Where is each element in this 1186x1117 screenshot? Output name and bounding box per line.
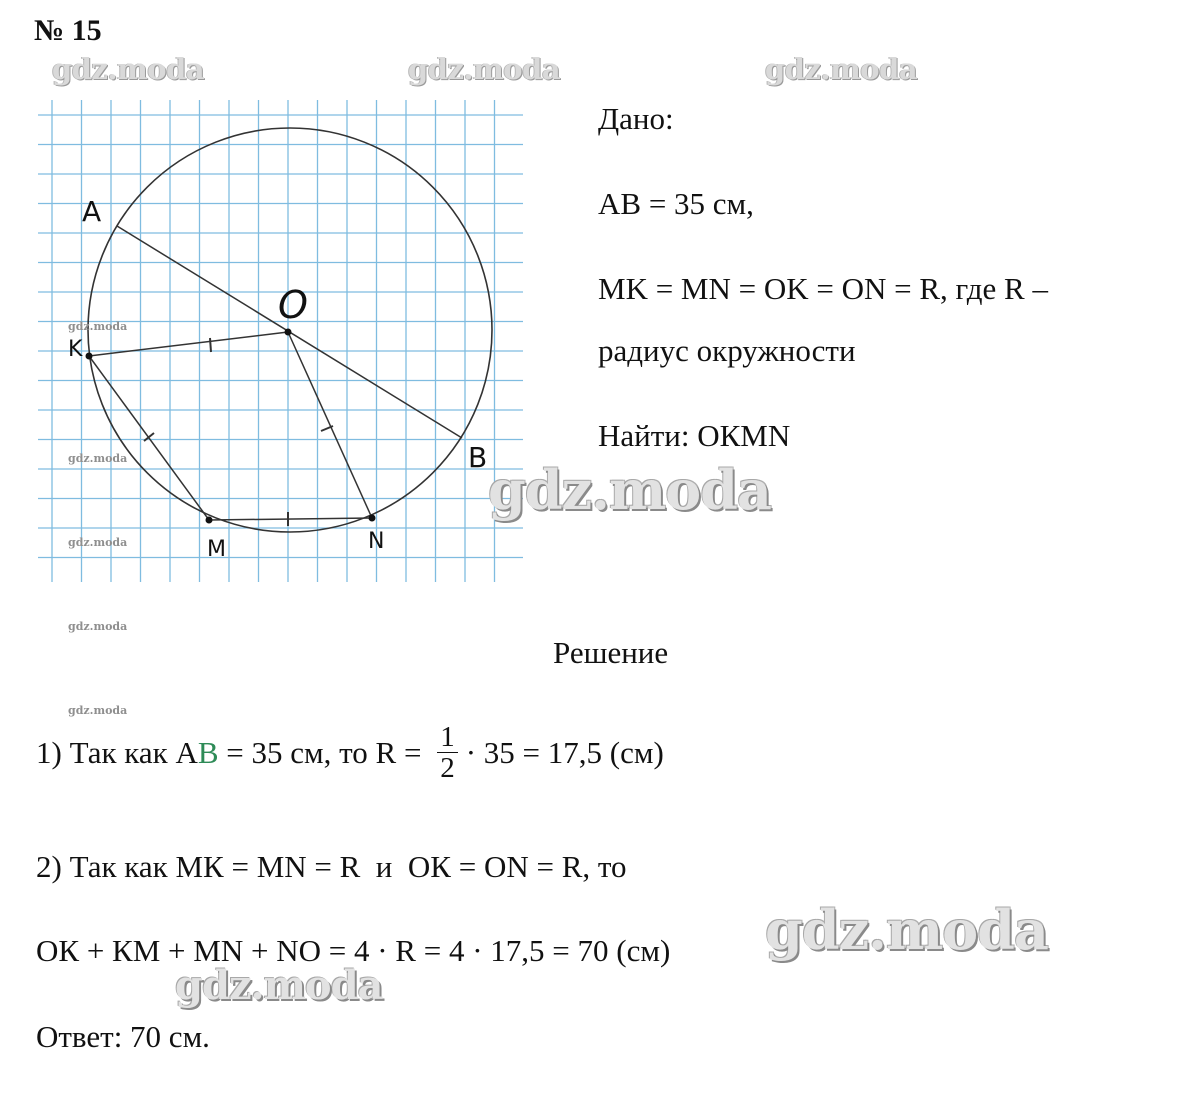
point-n — [369, 515, 376, 522]
watermark: gdz.moda — [68, 704, 128, 717]
watermark: gdz.moda — [765, 52, 918, 86]
segment-no — [288, 332, 372, 518]
geometry-figure — [0, 0, 560, 600]
fraction-numerator: 1 — [437, 722, 458, 753]
watermark: gdz.moda — [765, 898, 1048, 962]
point-o — [285, 329, 292, 336]
label-k: K — [68, 337, 83, 362]
watermark: gdz.moda — [68, 452, 128, 465]
watermark: gdz.moda — [68, 620, 128, 633]
label-b: B — [468, 441, 488, 474]
watermark: gdz.moda — [68, 320, 128, 333]
watermark: gdz.moda — [408, 52, 561, 86]
given-heading: Дано: — [598, 101, 674, 136]
solution-heading: Решение — [553, 635, 669, 670]
solution-step-2-calc: ОК + КМ + МN + NO = 4 · R = 4 · 17,5 = 70 (см) — [36, 933, 671, 968]
point-k — [86, 353, 93, 360]
fraction — [437, 722, 458, 784]
tick-mark — [210, 338, 211, 352]
label-a: A — [82, 195, 102, 228]
solution-step-2: 2) Так как МК = МN = R и ОК = ОN = R, то — [36, 849, 627, 884]
step-text: 1) Так как А — [36, 734, 198, 770]
answer: Ответ: 70 см. — [36, 1019, 210, 1054]
watermark: gdz.moda — [488, 458, 771, 522]
point-m — [206, 517, 213, 524]
step-text: · 35 = 17,5 (см) — [465, 734, 664, 770]
given-line: MK = MN = OK = ON = R, где R – — [598, 271, 1048, 306]
given-line: AB = 35 см, — [598, 186, 754, 221]
given-line: радиус окружности — [598, 333, 856, 368]
step-text: = 35 см, то R = — [218, 734, 430, 770]
label-o: O — [278, 283, 308, 327]
label-m: M — [207, 537, 226, 562]
watermark: gdz.moda — [175, 962, 383, 1009]
watermark: gdz.moda — [52, 52, 205, 86]
solution-step-1 — [36, 722, 664, 784]
problem-number: № 15 — [34, 14, 102, 47]
watermark: gdz.moda — [68, 536, 128, 549]
grid-paper — [38, 100, 523, 582]
fraction-denominator: 2 — [440, 752, 455, 785]
step-text-highlight: В — [197, 734, 219, 770]
find-line: Найти: ОКМN — [598, 418, 791, 453]
label-n: N — [368, 529, 385, 554]
